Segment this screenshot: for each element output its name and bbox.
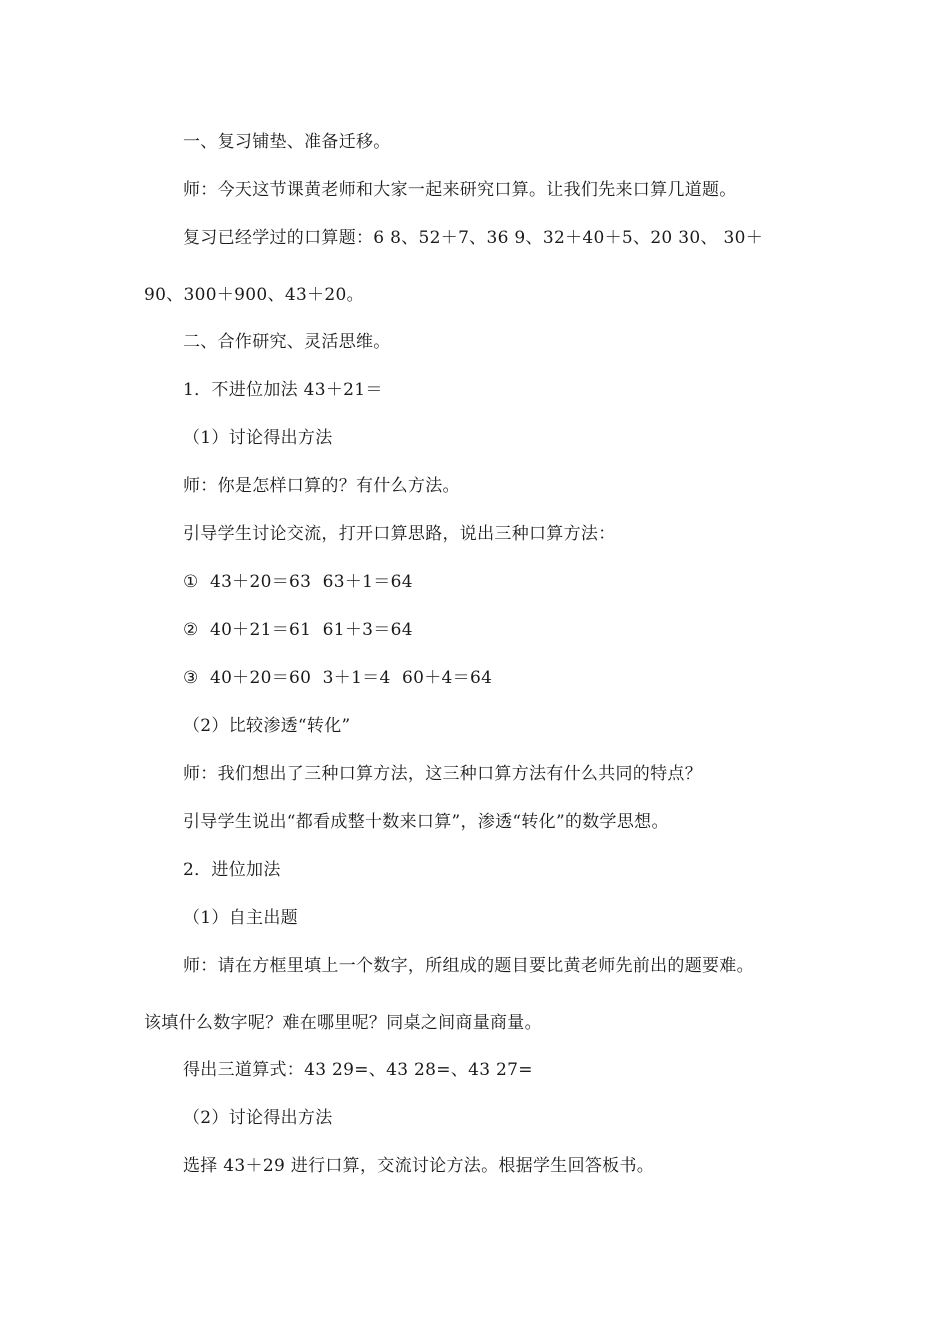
- method-item: ③ 40＋20＝60 3＋1＝4 60＋4＝64: [183, 668, 493, 688]
- paragraph: 师：今天这节课黄老师和大家一起来研究口算。让我们先来口算几道题。: [183, 180, 737, 200]
- paragraph: 选择 43＋29 进行口算，交流讨论方法。根据学生回答板书。: [183, 1156, 655, 1176]
- method-item: ① 43＋20＝63 63＋1＝64: [183, 572, 413, 592]
- subsection-heading: 2．进位加法: [183, 860, 281, 880]
- paragraph: 师：请在方框里填上一个数字，所组成的题目要比黄老师先前出的题要难。: [183, 956, 754, 976]
- step-heading: （2）比较渗透“转化”: [183, 716, 351, 736]
- paragraph: 引导学生说出“都看成整十数来口算”，渗透“转化”的数学思想。: [183, 812, 669, 832]
- paragraph: 引导学生讨论交流，打开口算思路，说出三种口算方法：: [183, 524, 616, 544]
- paragraph: 复习已经学过的口算题：6 8、52＋7、36 9、32＋40＋5、20 30、 30＋: [183, 228, 764, 248]
- step-heading: （2）讨论得出方法: [183, 1108, 333, 1128]
- method-item: ② 40＋21＝61 61＋3＝64: [183, 620, 413, 640]
- step-heading: （1）自主出题: [183, 908, 298, 928]
- paragraph-continuation: 90、300＋900、43＋20。: [144, 285, 364, 305]
- section-heading-2: 二、合作研究、灵活思维。: [183, 332, 391, 352]
- paragraph: 师：我们想出了三种口算方法，这三种口算方法有什么共同的特点？: [183, 764, 702, 784]
- step-heading: （1）讨论得出方法: [183, 428, 333, 448]
- paragraph-continuation: 该填什么数字呢？难在哪里呢？同桌之间商量商量。: [144, 1013, 542, 1033]
- paragraph: 得出三道算式：43 29=、43 28=、43 27=: [183, 1060, 533, 1080]
- subsection-heading: 1．不进位加法 43＋21＝: [183, 380, 383, 400]
- paragraph: 师：你是怎样口算的？有什么方法。: [183, 476, 460, 496]
- section-heading-1: 一、复习铺垫、准备迁移。: [183, 132, 391, 152]
